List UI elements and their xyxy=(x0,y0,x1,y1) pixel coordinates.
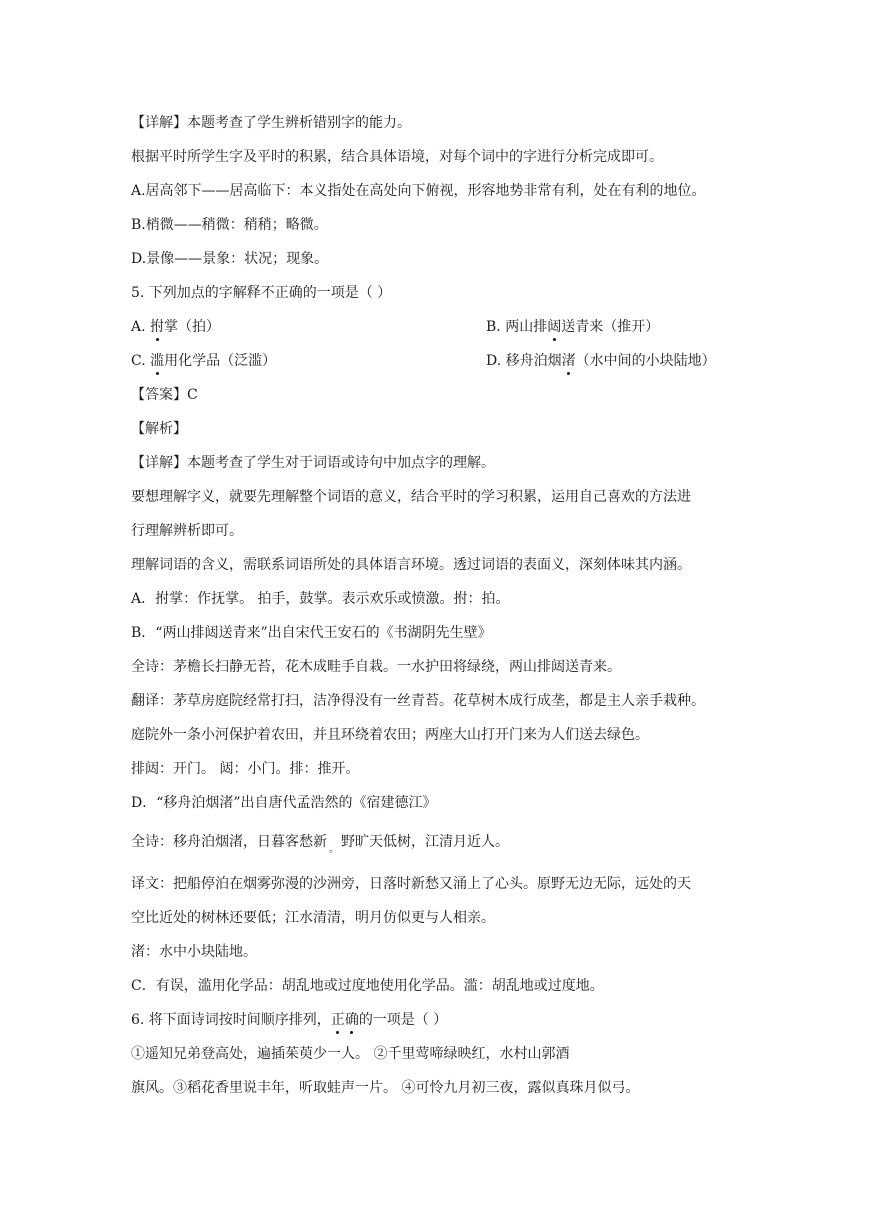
paragraph: C．有误，滥用化学品：胡乱地或过度地使用化学品。滥：胡乱地或过度地。 xyxy=(131,978,604,994)
dotted-char: 拊 xyxy=(150,319,165,335)
paragraph: 根据平时所学生字及平时的积累，结合具体语境，对每个词中的字进行分析完成即可。 xyxy=(131,149,663,165)
paragraph: 渚：水中小块陆地。 xyxy=(131,944,257,960)
option-text: 掌（拍） xyxy=(164,319,221,335)
question-text: 6. 将下面诗词按时间顺序排列， xyxy=(131,1012,331,1028)
paragraph: 行理解辨析即可。 xyxy=(131,523,243,539)
poem-text: 全诗：移舟泊烟渚，日暮客愁新 xyxy=(131,834,327,850)
paragraph: B.梢微——稍微：稍稍；略微。 xyxy=(131,217,328,233)
option-a xyxy=(131,317,220,337)
dotted-char: 滥 xyxy=(150,353,165,369)
paragraph: 翻译：茅草房庭院经常打扫，洁净得没有一丝青苔。花草树木成行成垄，都是主人亲手栽种。 xyxy=(131,693,705,709)
option-label: D. 移舟泊烟 xyxy=(486,353,562,369)
question-text: 的一项是（ ） xyxy=(358,1012,448,1028)
paragraph: 译文：把船停泊在烟雾弥漫的沙洲旁，日落时新愁又涌上了心头。原野无边无际，远处的天 xyxy=(131,876,691,892)
paragraph: 要想理解字义，就要先理解整个词语的意义，结合平时的学习积累，运用自己喜欢的方法进 xyxy=(131,489,691,505)
paragraph: D.景像——景象：状况；现象。 xyxy=(131,251,329,267)
option-label: A. xyxy=(131,319,151,335)
poem-options: ①遥知兄弟登高处，遍插茱萸少一人。 ②千里莺啼绿映红，水村山郭酒 xyxy=(131,1046,570,1062)
option-label: B. 两山排 xyxy=(486,319,548,335)
poem-text: 野旷天低树，江清月近人。 xyxy=(341,834,509,850)
dotted-char: 正 xyxy=(330,1012,345,1028)
poem-line xyxy=(131,832,509,854)
dotted-char: 渚 xyxy=(561,353,576,369)
poem-punctuation: 。 xyxy=(329,844,339,855)
poem-options: 旗风。③稻花香里说丰年，听取蛙声一片。 ④可怜九月初三夜，露似真珠月似弓。 xyxy=(131,1080,640,1096)
paragraph: A.居高邻下——居高临下：本义指处在高处向下俯视，形容地势非常有利，处在有利的地位。 xyxy=(131,183,706,199)
paragraph: B．“两山排闼送青来”出自宋代王安石的《书湖阴先生壁》 xyxy=(131,625,492,641)
paragraph: A．拊掌：作抚掌。 拍手，鼓掌。表示欢乐或愤激。拊：拍。 xyxy=(131,591,510,607)
dotted-char: 闼 xyxy=(547,319,562,335)
option-b xyxy=(486,317,659,337)
option-text: 用化学品（泛滥） xyxy=(164,353,277,369)
paragraph: 排闼：开门。 闼：小门。排：推开。 xyxy=(131,761,360,777)
dotted-char: 确 xyxy=(344,1012,359,1028)
option-d xyxy=(486,351,716,371)
paragraph: 庭院外一条小河保护着农田，并且环绕着农田；两座大山打开门来为人们送去绿色。 xyxy=(131,727,649,743)
paragraph: 全诗：茅檐长扫静无苔，花木成畦手自栽。一水护田将绿绕，两山排闼送青来。 xyxy=(131,659,621,675)
option-text: （水中间的小块陆地） xyxy=(575,353,716,369)
question-5: 5. 下列加点的字解释不正确的一项是（ ） xyxy=(131,285,392,301)
question-6 xyxy=(131,1010,447,1030)
paragraph: 理解词语的含义，需联系词语所处的具体语言环境。透过词语的表面义，深刻体味其内涵。 xyxy=(131,557,691,573)
paragraph: 空比近处的树林还要低；江水清清，明月仿似更与人相亲。 xyxy=(131,910,495,926)
option-text: 送青来（推开） xyxy=(561,319,660,335)
detail-heading-2: 【详解】本题考查了学生对于词语或诗句中加点字的理解。 xyxy=(131,455,495,471)
option-label: C. xyxy=(131,353,151,369)
paragraph: D．“移舟泊烟渚”出自唐代孟浩然的《宿建德江》 xyxy=(131,795,437,811)
analysis-heading: 【解析】 xyxy=(131,421,187,437)
answer: 【答案】C xyxy=(131,387,198,403)
option-c xyxy=(131,351,276,371)
detail-heading-1: 【详解】本题考查了学生辨析错别字的能力。 xyxy=(131,115,411,131)
